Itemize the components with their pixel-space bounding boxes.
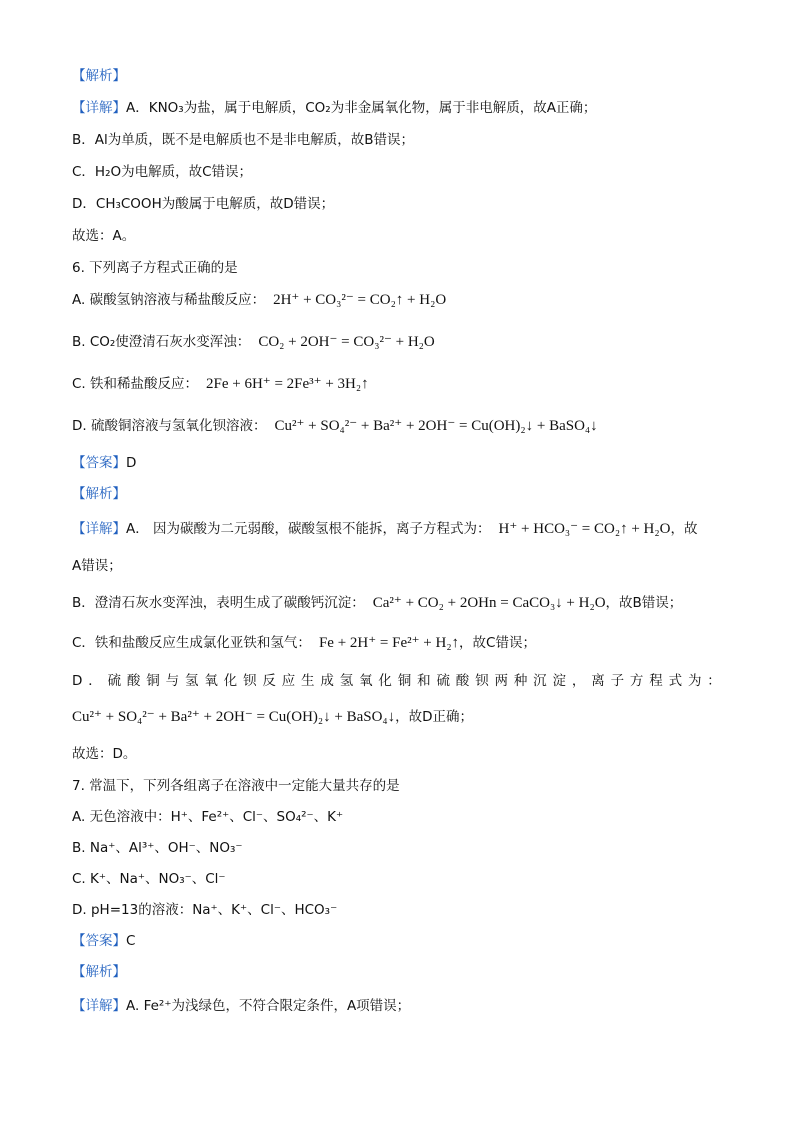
- question-stem: 6. 下列离子方程式正确的是: [72, 260, 238, 276]
- detail-line-justified: D．硫酸铜与氢氧化钡反应生成氢氧化铜和硫酸钡两种沉淀，离子方程式为：: [72, 673, 724, 689]
- detail-line: D．CH₃COOH为酸属于电解质，故D错误；: [72, 196, 335, 212]
- option-c: C. 铁和稀盐酸反应： 2Fe + 6H⁺ = 2Fe³⁺ + 3H₂↑: [72, 376, 369, 392]
- detail-line: 【详解】A． 因为碳酸为二元弱酸，碳酸氢根不能拆，离子方程式为： H⁺ + HCO₃⁻ = CO₂↑ + H₂O，故: [72, 521, 698, 537]
- equation: Ca²⁺ + CO₂ + 2OHn = CaCO₃↓ + H₂O: [372, 595, 606, 611]
- detail-line: C．铁和盐酸反应生成氯化亚铁和氢气： Fe + 2H⁺ = Fe²⁺ + H₂↑，故C错误；: [72, 635, 536, 651]
- detail-line: B．Al为单质，既不是电解质也不是非电解质，故B错误；: [72, 132, 415, 148]
- equation: H⁺ + HCO₃⁻ = CO₂↑ + H₂O: [498, 521, 671, 537]
- analysis-heading: 【解析】: [72, 68, 126, 84]
- detail-line: B．澄清石灰水变浑浊，表明生成了碳酸钙沉淀： Ca²⁺ + CO₂ + 2OHn = CaCO₃↓ + H₂O，故B错误；: [72, 595, 683, 611]
- option-d: D. pH=13的溶液：Na⁺、K⁺、Cl⁻、HCO₃⁻: [72, 902, 338, 918]
- analysis-heading: 【解析】: [72, 486, 126, 502]
- equation: 2H⁺ + CO₃²⁻ = CO₂↑ + H₂O: [273, 292, 447, 308]
- detail-line: 【详解】A．KNO₃为盐，属于电解质，CO₂为非金属氧化物，属于非电解质，故A正确；: [72, 100, 597, 116]
- detail-line: 【详解】A. Fe²⁺为浅绿色，不符合限定条件，A项错误；: [72, 998, 411, 1014]
- analysis-heading: 【解析】: [72, 964, 126, 980]
- equation: Fe + 2H⁺ = Fe²⁺ + H₂↑: [318, 635, 460, 651]
- option-a: A. 碳酸氢钠溶液与稀盐酸反应： 2H⁺ + CO₃²⁻ = CO₂↑ + H₂O: [72, 292, 447, 308]
- option-b: B. Na⁺、Al³⁺、OH⁻、NO₃⁻: [72, 840, 243, 856]
- option-d: D. 硫酸铜溶液与氢氧化钡溶液： Cu²⁺ + SO₄²⁻ + Ba²⁺ + 2OH⁻ = Cu(OH)₂↓ + BaSO₄↓: [72, 418, 598, 434]
- option-a: A. 无色溶液中：H⁺、Fe²⁺、Cl⁻、SO₄²⁻、K⁺: [72, 809, 344, 825]
- question-stem: 7. 常温下，下列各组离子在溶液中一定能大量共存的是: [72, 778, 400, 794]
- choice-line: 故选：D。: [72, 746, 137, 762]
- equation: 2Fe + 6H⁺ = 2Fe³⁺ + 3H₂↑: [206, 376, 369, 392]
- choice-line: 故选：A。: [72, 228, 136, 244]
- detail-tag: 【详解】: [72, 100, 126, 116]
- equation: CO₂ + 2OH⁻ = CO₃²⁻ + H₂O: [258, 334, 435, 350]
- option-c: C. K⁺、Na⁺、NO₃⁻、Cl⁻: [72, 871, 226, 887]
- detail-line: C．H₂O为电解质，故C错误；: [72, 164, 253, 180]
- answer-line: 【答案】D: [72, 455, 137, 471]
- detail-line: Cu²⁺ + SO₄²⁻ + Ba²⁺ + 2OH⁻ = Cu(OH)₂↓ + BaSO₄↓，故D正确；: [72, 709, 474, 725]
- detail-line: A错误；: [72, 558, 122, 574]
- option-b: B. CO₂使澄清石灰水变浑浊： CO₂ + 2OH⁻ = CO₃²⁻ + H₂O: [72, 334, 435, 350]
- equation: Cu²⁺ + SO₄²⁻ + Ba²⁺ + 2OH⁻ = Cu(OH)₂↓ + BaSO₄↓: [72, 709, 396, 725]
- equation: Cu²⁺ + SO₄²⁻ + Ba²⁺ + 2OH⁻ = Cu(OH)₂↓ + BaSO₄↓: [274, 418, 598, 434]
- answer-line: 【答案】C: [72, 933, 136, 949]
